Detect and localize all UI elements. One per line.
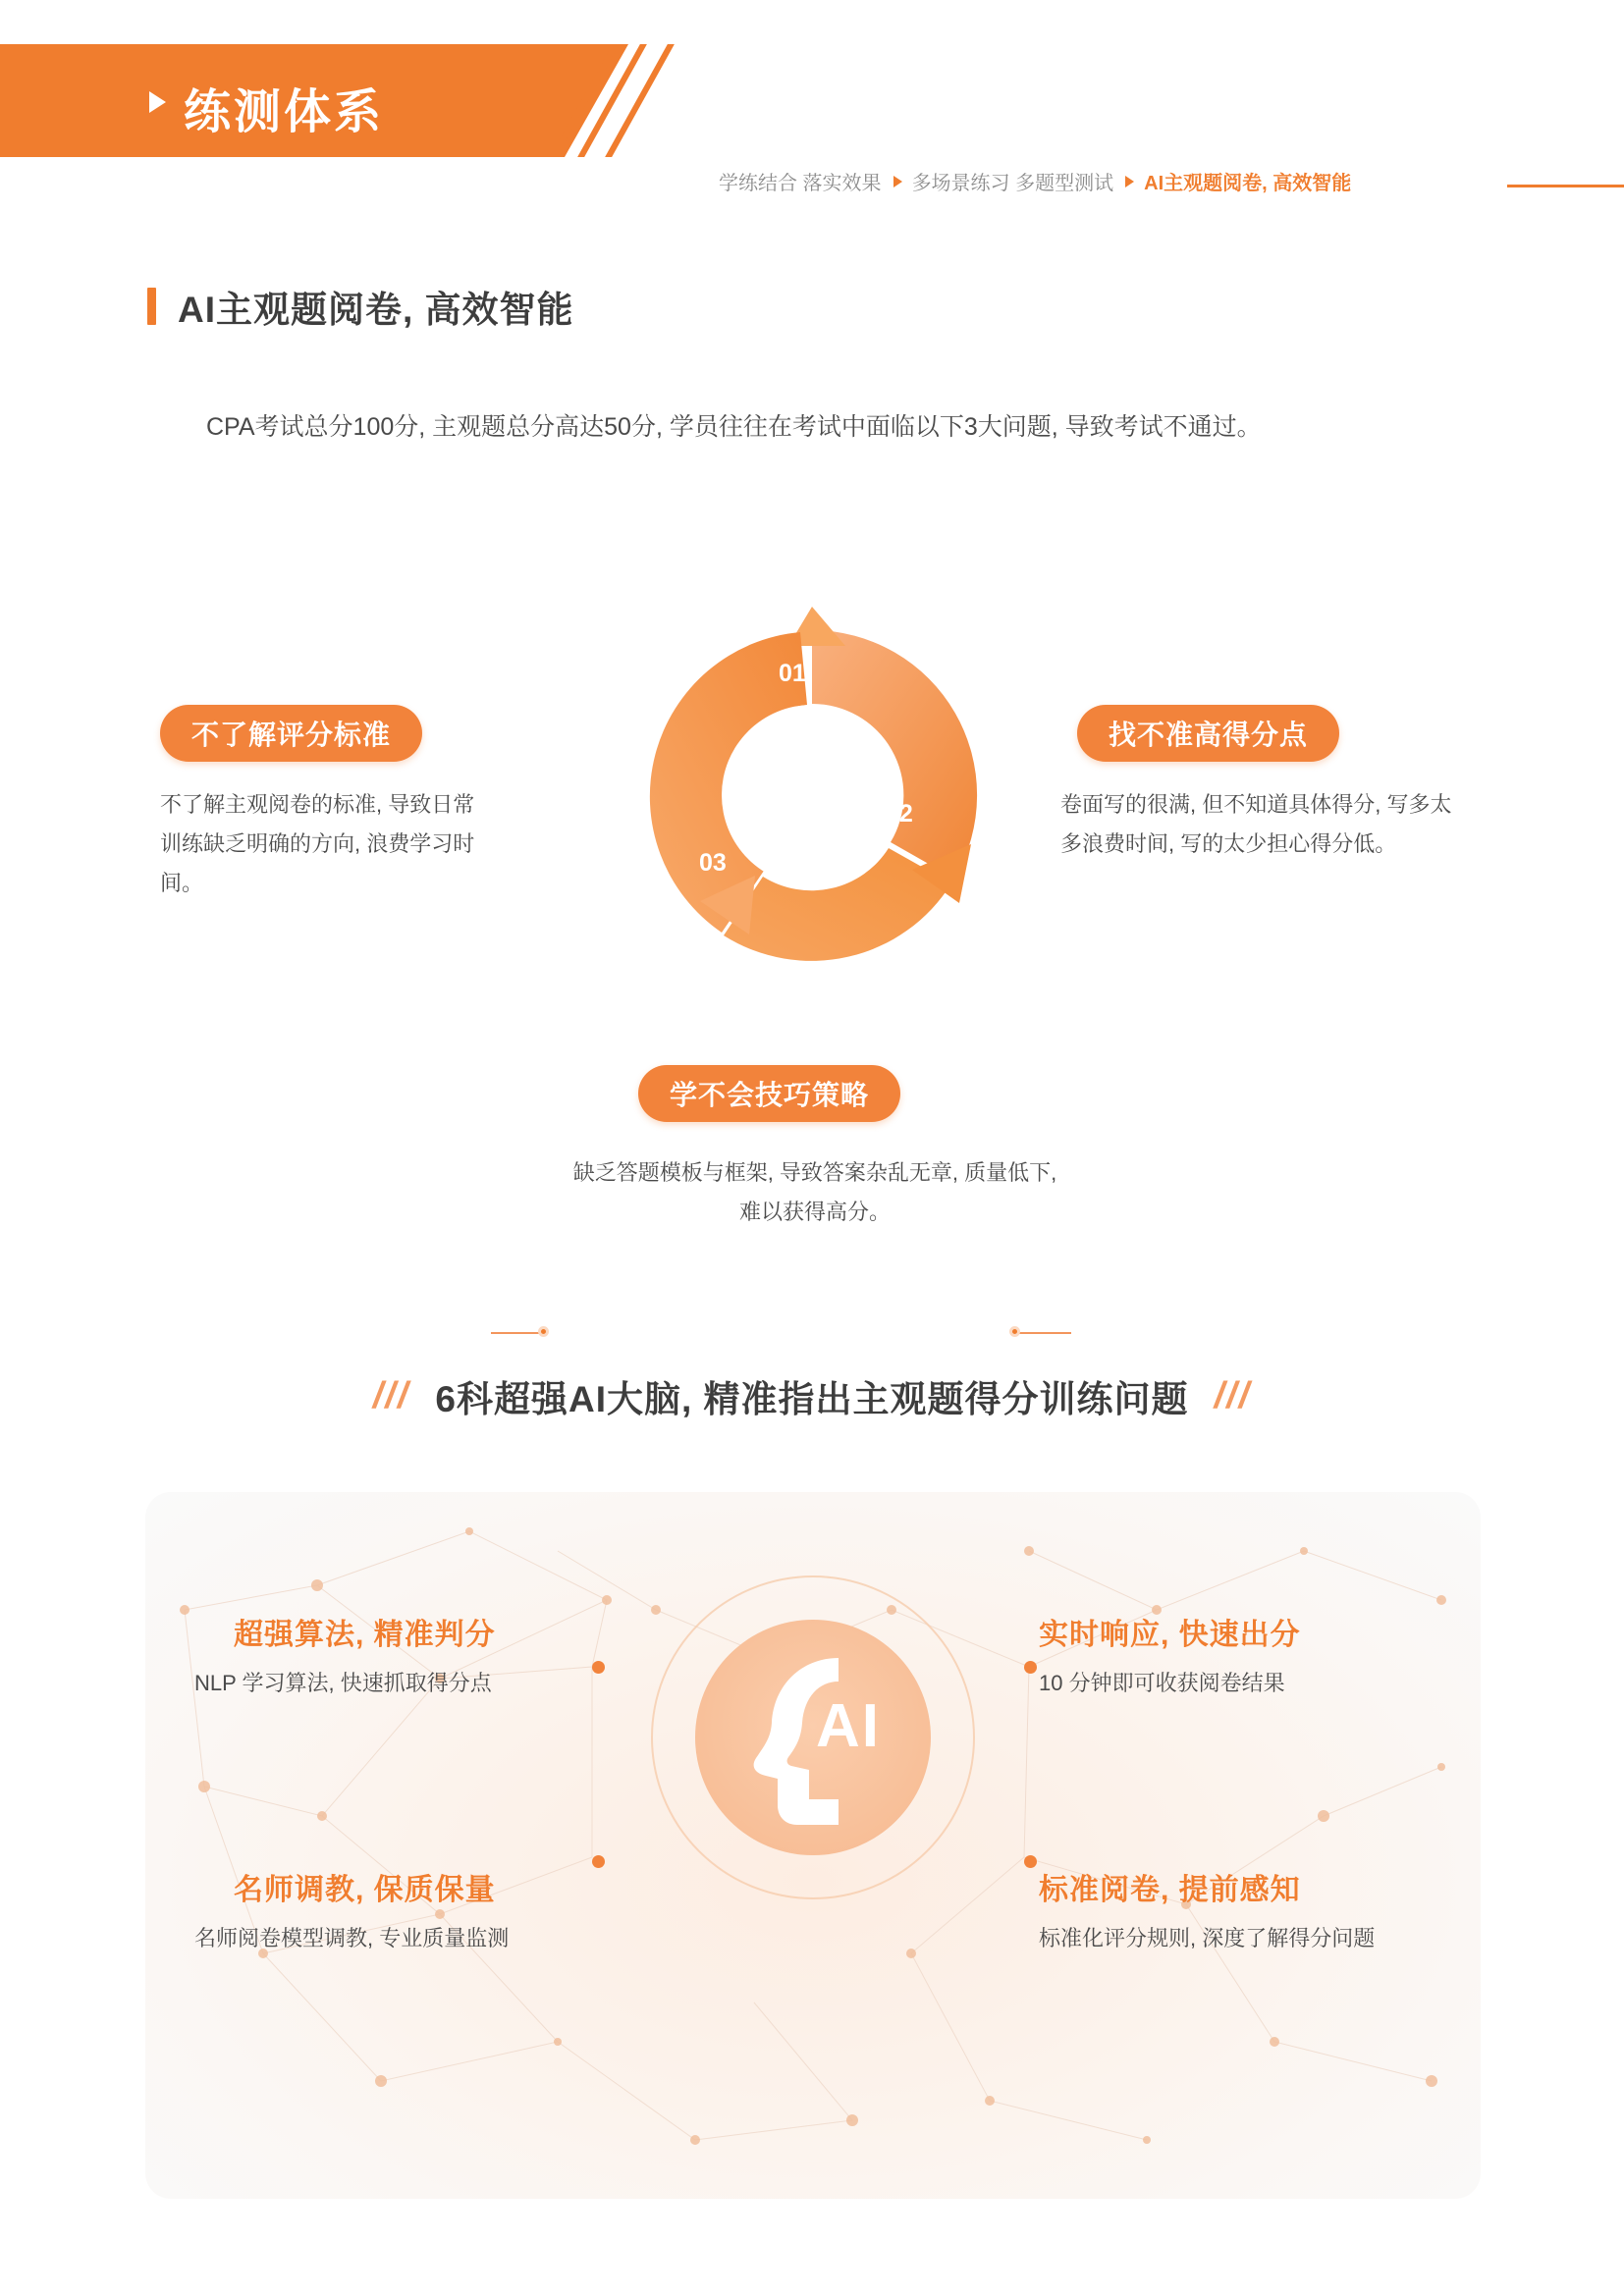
headline-slashes-left: /// <box>372 1374 410 1416</box>
problem-pill-3: 学不会技巧策略 <box>638 1065 900 1122</box>
problem-pill-2: 找不准高得分点 <box>1077 705 1339 762</box>
problem-desc-2: 卷面写的很满, 但不知道具体得分, 写多太多浪费时间, 写的太少担心得分低。 <box>1060 792 1452 856</box>
breadcrumb-arrow-icon <box>893 176 902 187</box>
headline-slashes-right: /// <box>1214 1374 1252 1416</box>
problem-desc-3: 缺乏答题模板与框架, 导致答案杂乱无章, 质量低下, 难以获得高分。 <box>572 1160 1057 1224</box>
section-title-marker <box>147 288 156 325</box>
problem-desc-1: 不了解主观阅卷的标准, 导致日常训练缺乏明确的方向, 浪费学习时间。 <box>160 792 475 895</box>
feature-node-dot-4 <box>1024 1855 1037 1868</box>
connector-dot-right <box>1009 1326 1020 1337</box>
feature-desc-2: 10 分钟即可收获阅卷结果 <box>1039 1671 1285 1695</box>
feature-title-2: 实时响应, 快速出分 <box>1039 1619 1301 1651</box>
feature-title-1: 超强算法, 精准判分 <box>234 1619 496 1651</box>
ai-center-label: AI <box>816 1692 881 1760</box>
connector-dot-left <box>538 1326 549 1337</box>
feature-title-3: 名师调教, 保质保量 <box>234 1874 496 1906</box>
headline-text: 6科超强AI大脑, 精准指出主观题得分训练问题 <box>435 1379 1189 1419</box>
feature-desc-4: 标准化评分规则, 深度了解得分问题 <box>1039 1926 1376 1950</box>
breadcrumb-item-3[interactable]: AI主观题阅卷, 高效智能 <box>1144 173 1352 194</box>
cycle-ring-svg <box>606 589 1018 1001</box>
ai-brain-graphic <box>651 1575 975 1899</box>
section-title-text: AI主观题阅卷, 高效智能 <box>178 290 574 330</box>
cycle-step-number-2: 02 <box>886 800 913 828</box>
feature-desc-1: NLP 学习算法, 快速抓取得分点 <box>194 1671 492 1695</box>
page-header <box>0 44 1624 157</box>
feature-title-4: 标准阅卷, 提前感知 <box>1039 1874 1301 1906</box>
feature-item-2 <box>1039 1610 1451 1697</box>
breadcrumb-rule <box>1507 185 1624 187</box>
breadcrumb <box>717 167 1353 195</box>
features-headline <box>0 1369 1624 1422</box>
section-title <box>147 280 574 333</box>
feature-item-3 <box>185 1865 597 1952</box>
feature-item-1 <box>185 1610 597 1697</box>
header-stripes <box>560 44 697 157</box>
breadcrumb-arrow-icon <box>1125 176 1134 187</box>
ai-features-panel <box>145 1492 1481 2199</box>
section-intro-paragraph: CPA考试总分100分, 主观题总分高达50分, 学员往往在考试中面临以下3大问题, 导致考试不通过。 <box>206 413 1262 441</box>
connector-right <box>1016 1332 1071 1334</box>
cycle-step-number-3: 03 <box>699 849 727 877</box>
feature-node-dot-2 <box>1024 1661 1037 1674</box>
header-title-text: 练测体系 <box>184 86 385 138</box>
breadcrumb-item-1[interactable]: 学练结合 落实效果 <box>719 173 882 194</box>
header-title <box>152 74 384 141</box>
cycle-step-number-1: 01 <box>779 660 806 687</box>
problem-pill-1: 不了解评分标准 <box>160 705 422 762</box>
feature-desc-3: 名师阅卷模型调教, 专业质量监测 <box>194 1926 510 1950</box>
cycle-ring-graphic <box>606 589 1018 1001</box>
feature-item-4 <box>1039 1865 1451 1952</box>
breadcrumb-item-2[interactable]: 多场景练习 多题型测试 <box>911 173 1114 194</box>
